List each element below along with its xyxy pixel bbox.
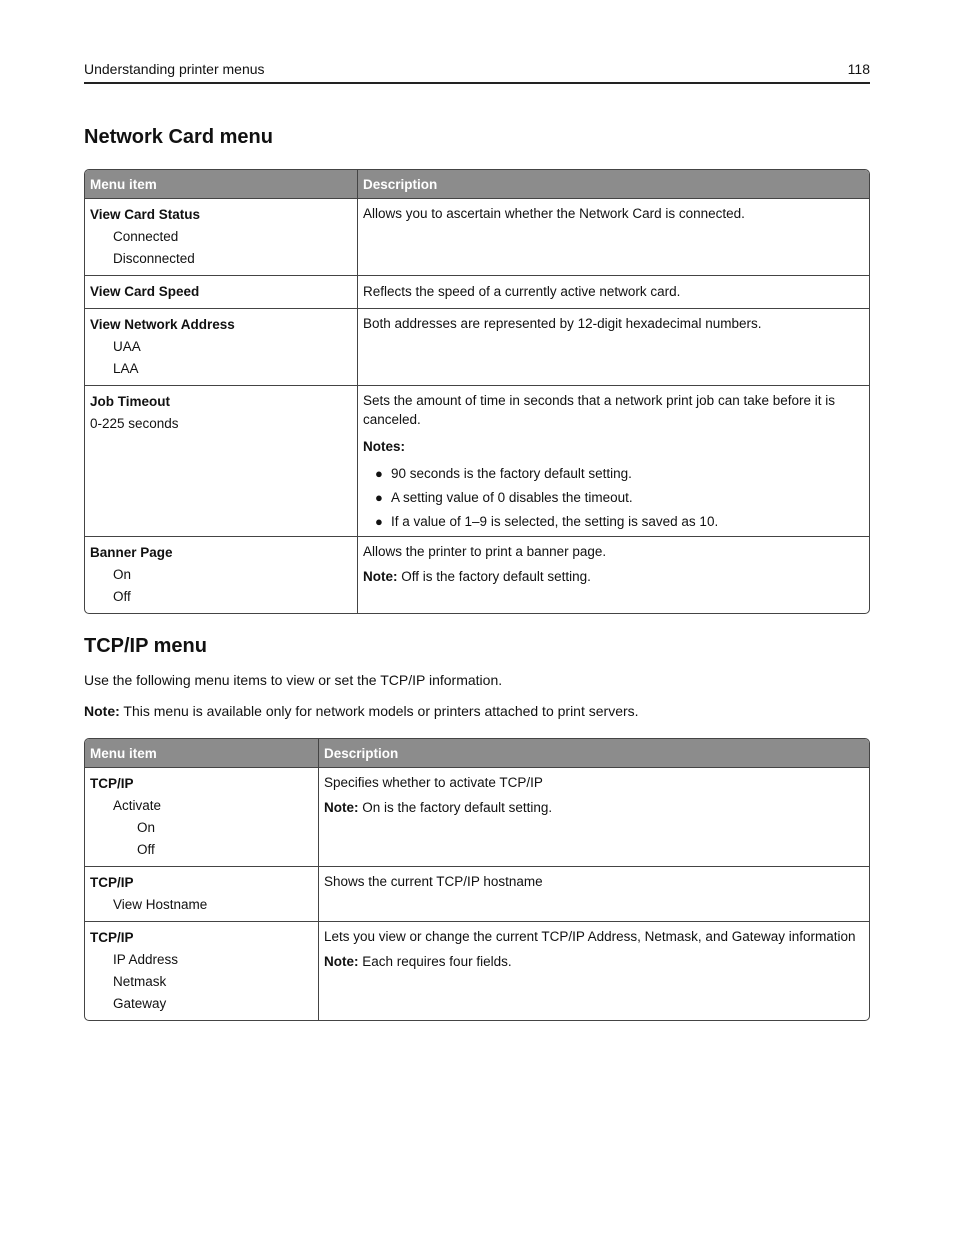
bullet-icon: ●	[375, 514, 383, 529]
menu-item-name: TCP/IP	[90, 930, 134, 945]
notes-list	[363, 464, 864, 531]
description-cell	[358, 385, 869, 536]
menu-item-name: Job Timeout	[90, 394, 171, 409]
menu-option: On	[137, 820, 156, 835]
description-cell	[358, 308, 869, 385]
description-text: Reflects the speed of a currently active network card.	[363, 284, 681, 299]
menu-option: Off	[113, 589, 131, 604]
note-label: Note:	[84, 703, 120, 719]
table-row	[85, 536, 869, 613]
menu-item-cell	[85, 866, 319, 921]
note-text: This menu is available only for network models or printers attached to print servers.	[123, 703, 639, 719]
list-item	[363, 512, 864, 531]
description-cell	[358, 275, 869, 308]
menu-item-cell	[85, 767, 319, 866]
table-row	[85, 767, 869, 866]
header-title: Understanding printer menus	[84, 61, 265, 77]
note-paragraph	[324, 952, 864, 971]
note-text: 90 seconds is the factory default setting.	[391, 466, 632, 481]
page-header	[84, 60, 870, 84]
menu-item-cell	[85, 921, 319, 1020]
menu-item-name: View Network Address	[90, 317, 235, 332]
list-item	[363, 488, 864, 507]
note-text: A setting value of 0 disables the timeout.	[391, 490, 633, 505]
tcpip-heading: TCP/IP menu	[84, 635, 207, 657]
menu-item-name: TCP/IP	[90, 875, 134, 890]
description-text: Specifies whether to activate TCP/IP	[324, 775, 543, 790]
description-cell	[319, 767, 869, 866]
note-label: Note:	[324, 800, 359, 815]
description-cell	[319, 921, 869, 1020]
menu-sub-item: Activate	[113, 798, 162, 813]
tcpip-table	[84, 738, 870, 1021]
column-header-description: Description	[358, 170, 869, 198]
note-text: If a value of 1–9 is selected, the setting is saved as 10.	[391, 514, 719, 529]
description-text: Lets you view or change the current TCP/IP Address, Netmask, and Gateway information	[324, 929, 856, 944]
table-row	[85, 921, 869, 1020]
description-cell	[358, 536, 869, 613]
menu-option: On	[113, 567, 132, 582]
table-header-row	[85, 170, 869, 198]
menu-option: Off	[137, 842, 155, 857]
column-header-menu-item: Menu item	[85, 739, 319, 767]
description-text: Sets the amount of time in seconds that a network print job can take before it is canceled.	[363, 393, 836, 427]
bullet-icon: ●	[375, 466, 383, 481]
description-text: Allows you to ascertain whether the Network Card is connected.	[363, 206, 745, 221]
note-text: On is the factory default setting.	[362, 800, 553, 815]
description-text: Allows the printer to print a banner page.	[363, 544, 607, 559]
table-header-row	[85, 739, 869, 767]
bullet-icon: ●	[375, 490, 383, 505]
page-number: 118	[847, 61, 870, 77]
network-card-heading: Network Card menu	[84, 126, 273, 148]
menu-item-cell	[85, 198, 358, 275]
menu-option: Disconnected	[113, 251, 195, 266]
network-card-table	[84, 169, 870, 614]
column-header-menu-item: Menu item	[85, 170, 358, 198]
menu-item-name: View Card Status	[90, 207, 201, 222]
note-paragraph	[324, 798, 864, 817]
list-item	[363, 464, 864, 483]
description-cell	[358, 198, 869, 275]
column-header-description: Description	[319, 739, 869, 767]
menu-option: LAA	[113, 361, 139, 376]
table-row	[85, 866, 869, 921]
menu-item-name: TCP/IP	[90, 776, 134, 791]
menu-sub-item: Gateway	[113, 996, 167, 1011]
menu-sub-item: View Hostname	[113, 897, 208, 912]
menu-option: UAA	[113, 339, 141, 354]
note-label: Note:	[363, 569, 398, 584]
menu-item-cell	[85, 275, 358, 308]
description-text: Both addresses are represented by 12-digit hexadecimal numbers.	[363, 316, 762, 331]
menu-sub-item: IP Address	[113, 952, 179, 967]
note-text: Off is the factory default setting.	[401, 569, 591, 584]
table-row	[85, 308, 869, 385]
menu-option-range: 0-225 seconds	[90, 416, 179, 431]
menu-item-name: View Card Speed	[90, 284, 200, 299]
description-cell	[319, 866, 869, 921]
notes-label: Notes:	[363, 439, 406, 454]
table-row	[85, 385, 869, 536]
menu-option: Connected	[113, 229, 179, 244]
menu-item-cell	[85, 308, 358, 385]
menu-item-cell	[85, 536, 358, 613]
menu-sub-item: Netmask	[113, 974, 167, 989]
menu-item-name: Banner Page	[90, 545, 173, 560]
description-text: Shows the current TCP/IP hostname	[324, 874, 543, 889]
note-text: Each requires four fields.	[362, 954, 512, 969]
table-row	[85, 275, 869, 308]
table-row	[85, 198, 869, 275]
tcpip-intro: Use the following menu items to view or set the TCP/IP information.	[84, 672, 503, 688]
note-label: Note:	[324, 954, 359, 969]
tcpip-note	[84, 703, 870, 719]
note-paragraph	[363, 567, 864, 586]
menu-item-cell	[85, 385, 358, 536]
